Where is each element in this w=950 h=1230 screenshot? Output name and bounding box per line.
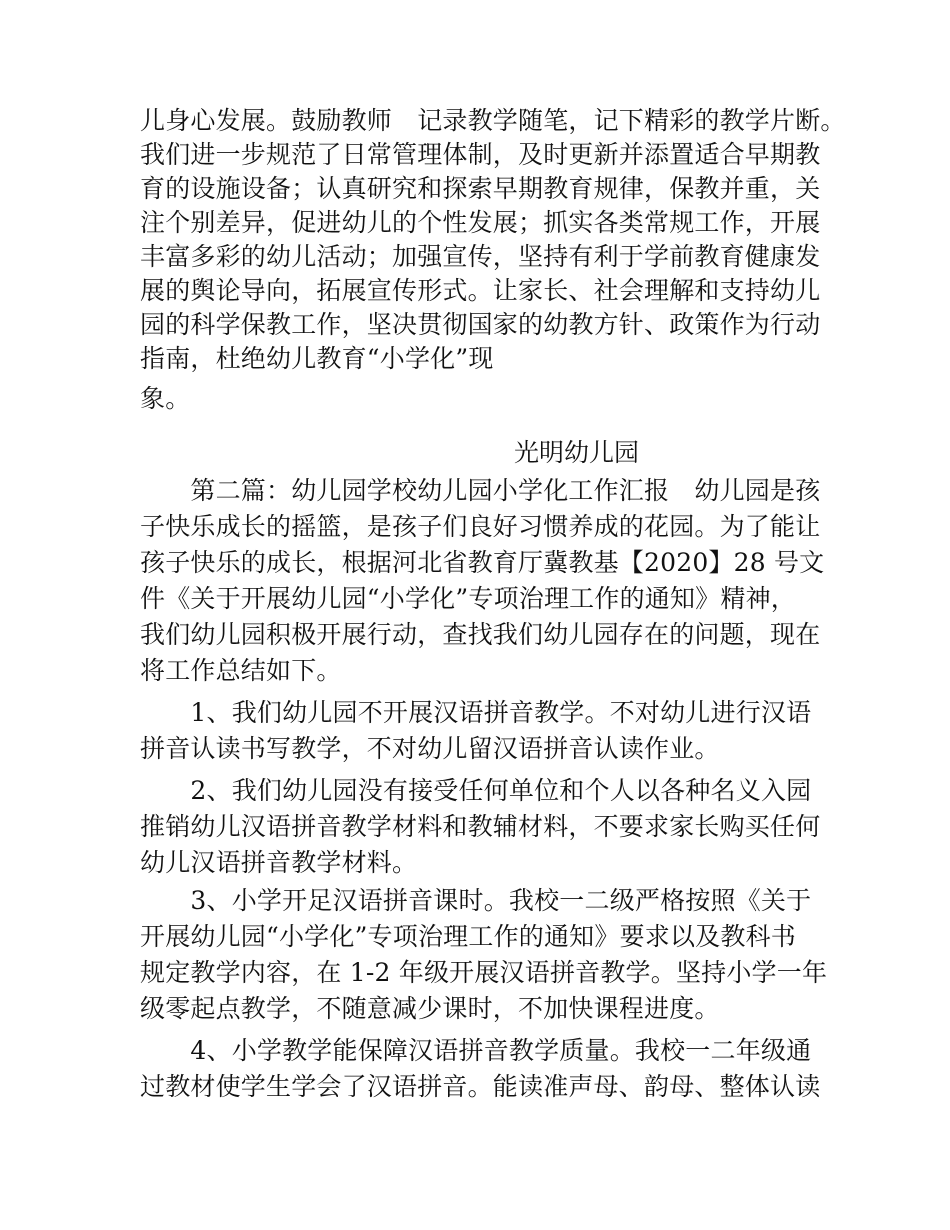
item-1-line-1: 1、我们幼儿园不开展汉语拼音教学。不对幼儿进行汉语 [140,698,812,727]
paragraph-line-4: 注个别差异，促进幼儿的个性发展；抓实各类常规工作，开展 [140,208,821,237]
paragraph-line-3: 育的设施设备；认真研究和探索早期教育规律，保教并重，关 [140,174,821,203]
paragraph-line-8: 指南，杜绝幼儿教育“小学化”现 [140,344,494,373]
paragraph-line-11: 子快乐成长的摇篮，是孩子们良好习惯养成的花园。为了能让 [140,512,821,541]
paragraph-line-6: 展的舆论导向，拓展宣传形式。让家长、社会理解和支持幼儿 [140,276,821,305]
item-2-line-2: 推销幼儿汉语拼音教学材料和教辅材料，不要求家长购买任何 [140,812,821,841]
item-4-line-2: 过教材使学生学会了汉语拼音。能读准声母、韵母、整体认读 [140,1072,821,1101]
item-3-line-4: 级零起点教学，不随意减少课时，不加快课程进度。 [140,994,720,1023]
signature-kindergarten-name: 光明幼儿园 [514,438,640,467]
paragraph-line-1: 儿身心发展。鼓励教师 记录教学随笔，记下精彩的教学片断。 [140,106,846,135]
item-1-line-2: 拼音认读书写教学，不对幼儿留汉语拼音认读作业。 [140,734,720,763]
paragraph-line-7: 园的科学保教工作，坚决贯彻国家的幼教方针、政策作为行动 [140,310,821,339]
paragraph-line-12: 孩子快乐的成长，根据河北省教育厅冀教基【2020】28 号文 [140,548,825,577]
item-3-line-2: 开展幼儿园“小学化”专项治理工作的通知》要求以及教科书 [140,922,796,951]
paragraph-line-14: 我们幼儿园积极开展行动，查找我们幼儿园存在的问题，现在 [140,620,821,649]
section-heading-line: 第二篇：幼儿园学校幼儿园小学化工作汇报 幼儿园是孩 [140,476,821,505]
item-4-line-1: 4、小学教学能保障汉语拼音教学质量。我校一二年级通 [140,1036,812,1065]
item-3-line-3: 规定教学内容，在 1-2 年级开展汉语拼音教学。坚持小学一年 [140,958,828,987]
item-2-line-1: 2、我们幼儿园没有接受任何单位和个人以各种名义入园 [140,776,812,805]
paragraph-line-13: 件《关于开展幼儿园“小学化”专项治理工作的通知》精神， [140,584,796,613]
paragraph-line-15: 将工作总结如下。 [140,656,342,685]
item-3-line-1: 3、小学开足汉语拼音课时。我校一二级严格按照《关于 [140,886,812,915]
paragraph-line-2: 我们进一步规范了日常管理体制，及时更新并添置适合早期教 [140,140,821,169]
paragraph-line-5: 丰富多彩的幼儿活动；加强宣传，坚持有利于学前教育健康发 [140,242,821,271]
paragraph-line-9: 象。 [140,384,191,413]
item-2-line-3: 幼儿汉语拼音教学材料。 [140,848,418,877]
